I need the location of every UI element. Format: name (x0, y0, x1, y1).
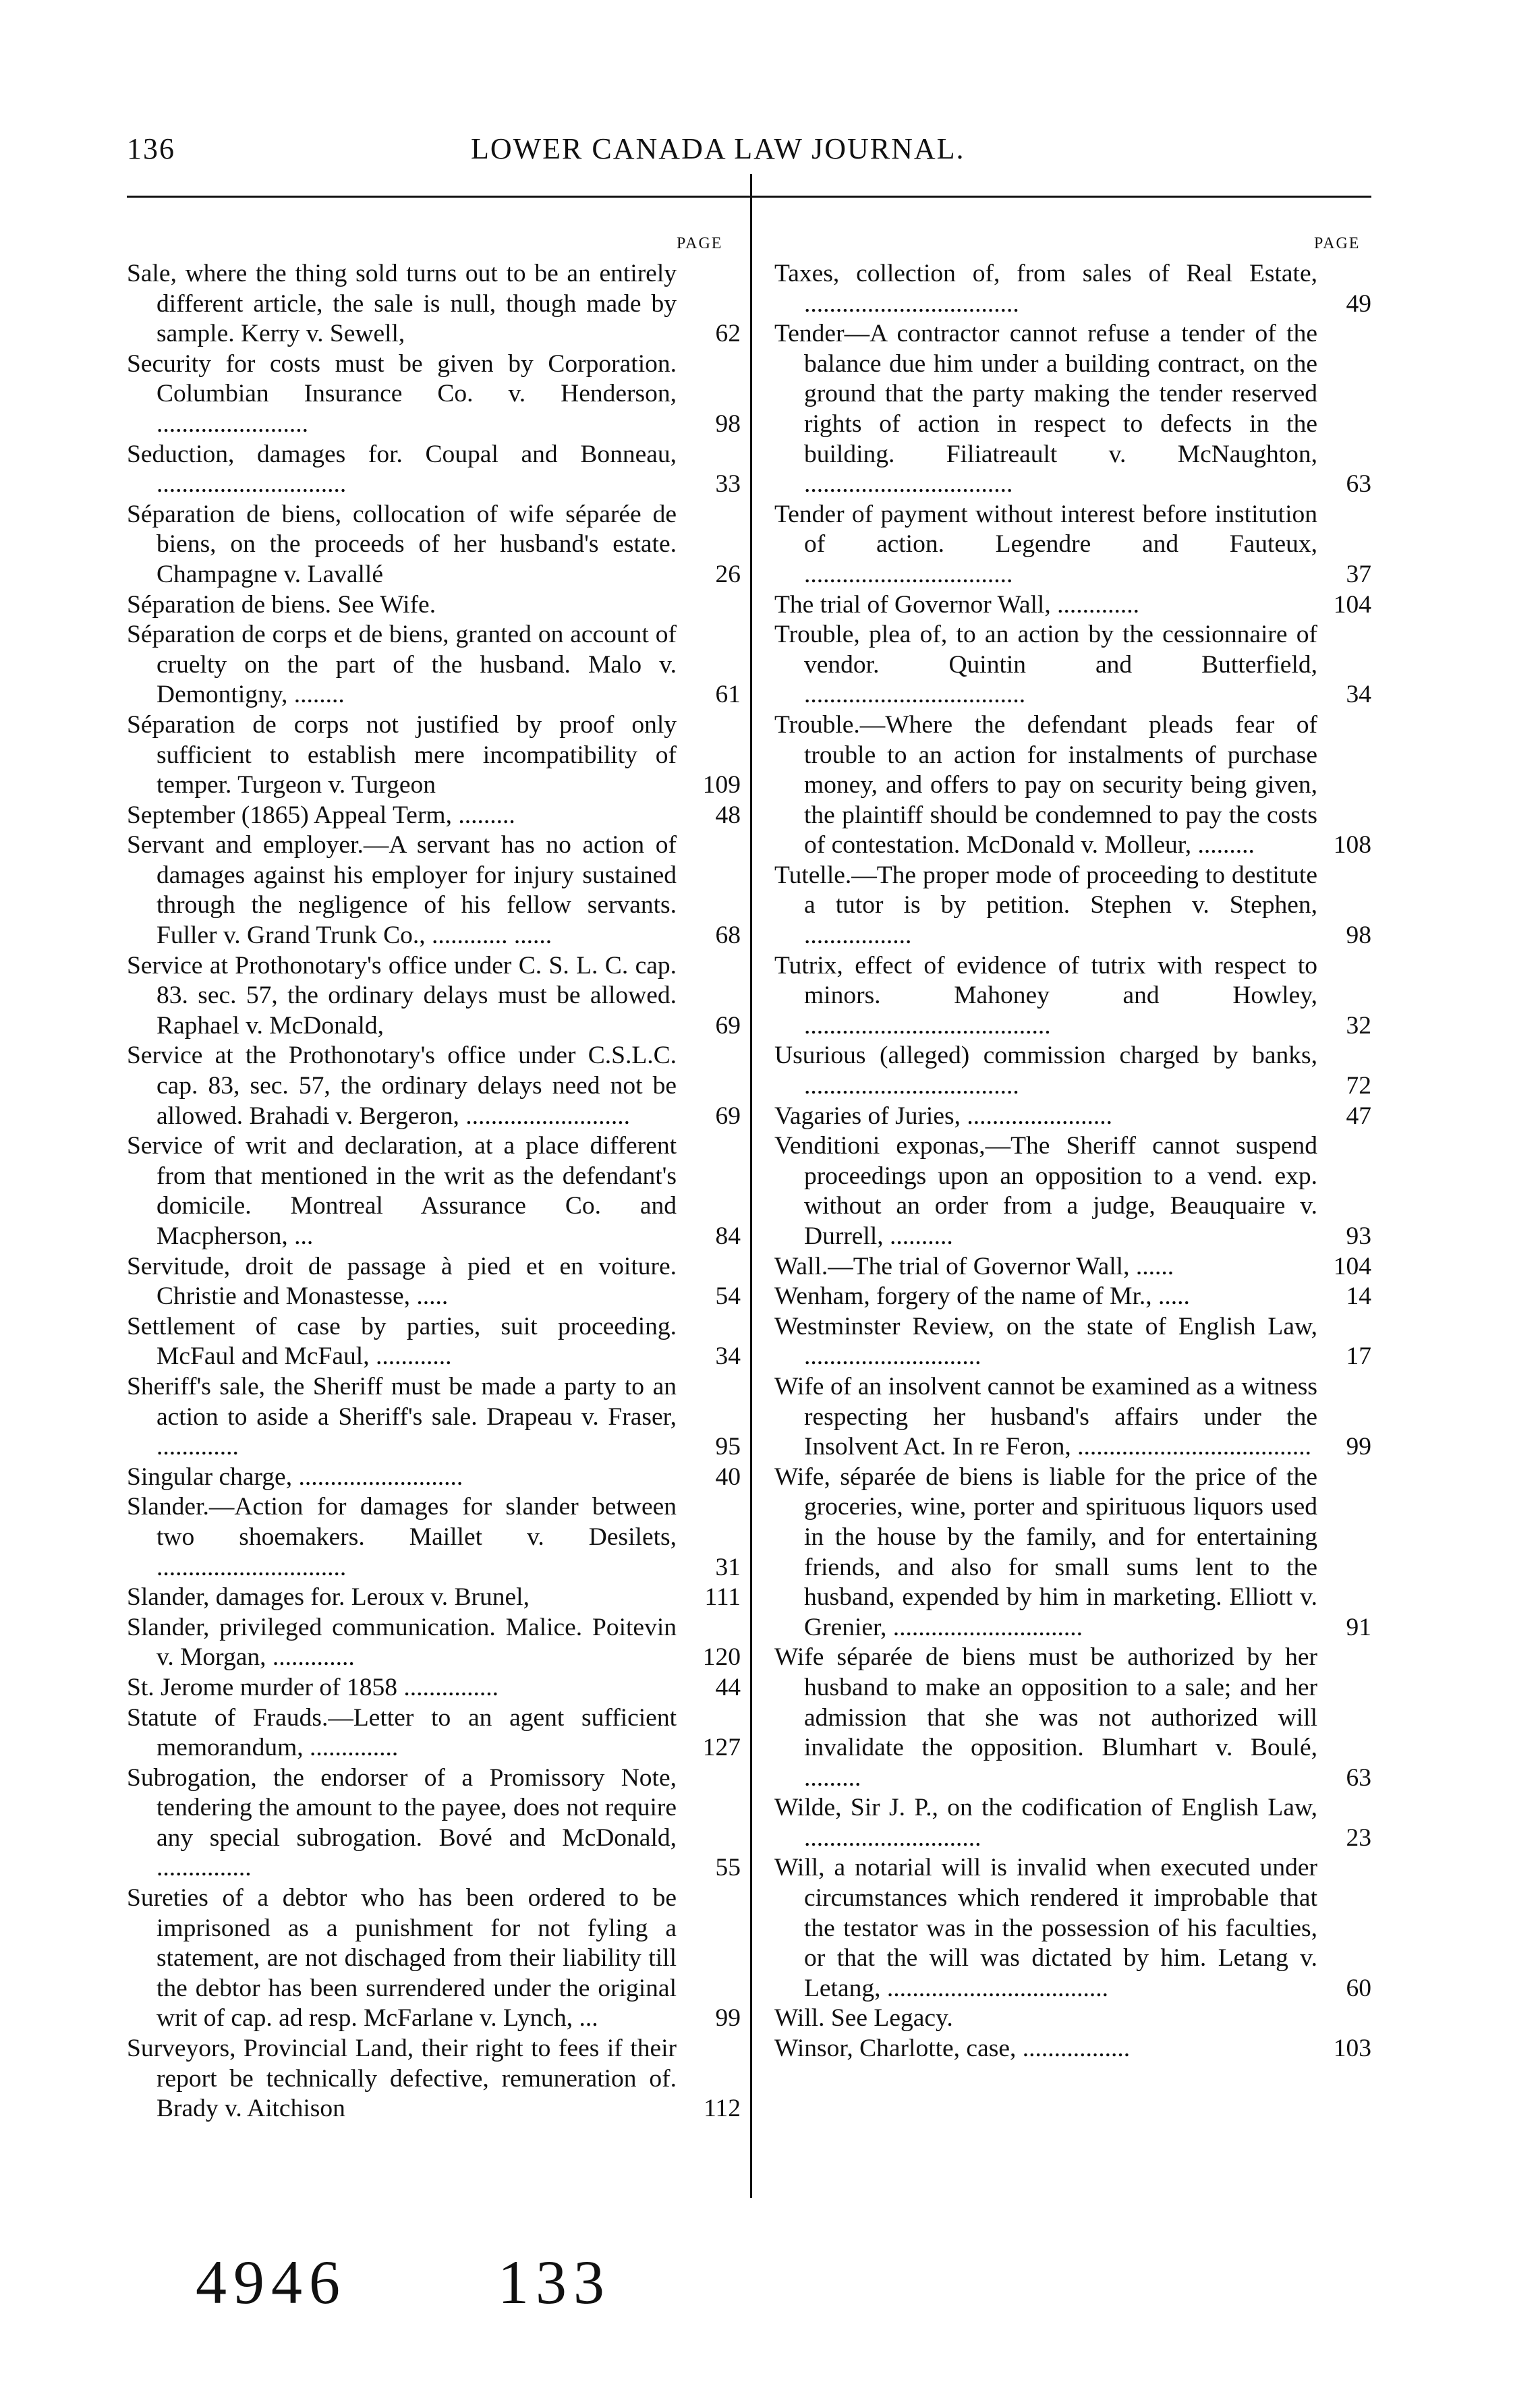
index-entry (127, 440, 741, 500)
index-entry-text: Séparation de biens. See Wife. (127, 590, 436, 619)
index-entry (127, 1673, 741, 1703)
index-entry-text: Singular charge, .......................... (127, 1463, 463, 1491)
index-entry-page: 49 (1346, 289, 1371, 318)
index-entry (127, 1252, 741, 1312)
index-entry-text: Settlement of case by parties, suit proceeding. McFaul and McFaul, ............ (127, 1312, 677, 1371)
index-entry-page: 62 (715, 320, 741, 348)
index-entry-text: St. Jerome murder of 1858 ............... (127, 1673, 498, 1701)
index-entry-text: Sale, where the thing sold turns out to be an entirely different article, the sale is null, though made by sample. Kerry v. Sewell, (127, 260, 677, 348)
index-entry (774, 319, 1371, 500)
footer-number-right: 133 (498, 2248, 611, 2317)
index-entry-text: Séparation de biens, collocation of wife séparée de biens, on the proceeds of her husband's estate. Champagne v. Lavallé (127, 500, 677, 588)
index-entry (127, 1312, 741, 1372)
index-entry (774, 1793, 1371, 1853)
index-entry (127, 830, 741, 951)
page-column-label-right: PAGE (1314, 235, 1361, 252)
index-entry-page: 40 (715, 1463, 741, 1491)
index-entry (127, 1613, 741, 1673)
index-entry-page: 69 (715, 1011, 741, 1040)
index-entry (127, 259, 741, 349)
index-entry-text: Westminster Review, on the state of English Law, ............................ (774, 1312, 1317, 1371)
index-entry (127, 1583, 741, 1613)
index-entry-text: Tender of payment without interest before institution of action. Legendre and Fauteux, ................................. (774, 500, 1317, 588)
index-entry-page: 99 (1346, 1433, 1371, 1461)
index-entry-page: 32 (1346, 1011, 1371, 1040)
index-entry-page: 37 (1346, 560, 1371, 588)
index-entry (774, 259, 1371, 319)
index-entry (774, 1102, 1371, 1132)
index-entry-page: 60 (1346, 1974, 1371, 2002)
index-entry (774, 620, 1371, 710)
index-entry-page: 98 (1346, 921, 1371, 950)
index-entry (774, 500, 1371, 590)
index-entry-text: Venditioni exponas,—The Sheriff cannot suspend proceedings upon an opposition to a vend. exp. without an order from a judge, Beauquaire v. Durrell, .......... (774, 1132, 1317, 1250)
index-entry (127, 1131, 741, 1251)
index-entry (774, 710, 1371, 861)
index-entry-text: Vagaries of Juries, ....................... (774, 1102, 1112, 1130)
index-entry-text: Séparation de corps et de biens, granted on account of cruelty on the part of the husband. Malo v. Demontigny, ........ (127, 621, 677, 709)
index-entry-text: Subrogation, the endorser of a Promissory Note, tendering the amount to the payee, does not require any special subrogation. Bové and McDonald, ............... (127, 1763, 677, 1882)
index-entry-text: Séparation de corps not justified by proof only sufficient to establish mere incompatibility of temper. Turgeon v. Turgeon (127, 710, 677, 799)
index-entry-page: 99 (715, 2004, 741, 2033)
index-entry (127, 1703, 741, 1763)
index-entry-text: Wife séparée de biens must be authorized by her husband to make an opposition to a sale; and her admission that she was not authorized will invalidate the opposition. Blumhart v. Boulé, ......... (774, 1643, 1317, 1792)
index-entry-page: 26 (715, 560, 741, 588)
index-entry (774, 1643, 1371, 1793)
index-entry-page: 112 (704, 2095, 741, 2123)
index-entry-page: 103 (1333, 2035, 1371, 2063)
running-header (127, 132, 1375, 172)
index-entry-text: Trouble, plea of, to an action by the cessionnaire of vendor. Quintin and Butterfield, ................................... (774, 621, 1317, 709)
page-number: 136 (127, 132, 175, 165)
index-entry-page: 31 (715, 1553, 741, 1581)
right-index-entries (774, 259, 1371, 2064)
index-entry-page: 111 (704, 1583, 741, 1612)
header-rule (127, 196, 1371, 198)
index-entry-text: Tutelle.—The proper mode of proceeding to destitute a tutor is by petition. Stephen v. Stephen, ................. (774, 861, 1317, 950)
index-entry-text: Surveyors, Provincial Land, their right to fees if their report be technically defective, remuneration of. Brady v. Aitchison (127, 2035, 677, 2123)
index-entry (774, 1131, 1371, 1251)
index-entry-text: Service at Prothonotary's office under C. S. L. C. cap. 83. sec. 57, the ordinary delays must be allowed. Raphael v. McDonald, (127, 951, 677, 1040)
index-entry-page: 95 (715, 1433, 741, 1461)
index-entry-text: Service at the Prothonotary's office under C.S.L.C. cap. 83, sec. 57, the ordinary delays need not be allowed. Brahadi v. Bergeron, .......................... (127, 1042, 677, 1130)
index-entry-text: Wall.—The trial of Governor Wall, ...... (774, 1252, 1174, 1280)
index-entry-text: Wilde, Sir J. P., on the codification of English Law, ............................ (774, 1794, 1317, 1852)
index-entry (774, 1372, 1371, 1463)
index-entry (127, 349, 741, 440)
index-entry-text: Seduction, damages for. Coupal and Bonneau, .............................. (127, 440, 677, 499)
index-entry-page: 91 (1346, 1613, 1371, 1641)
index-entry-text: Slander, damages for. Leroux v. Brunel, (127, 1583, 530, 1612)
index-entry-page: 104 (1333, 1252, 1371, 1280)
index-entry-text: Service of writ and declaration, at a place different from that mentioned in the writ as the defendant's domicile. Montreal Assurance Co. and Macpherson, ... (127, 1132, 677, 1250)
index-entry (127, 710, 741, 801)
index-entry-page: 63 (1346, 470, 1371, 499)
index-entry-page: 48 (715, 801, 741, 829)
index-entry (127, 801, 741, 831)
index-entry-page: 55 (715, 1854, 741, 1882)
index-entry (774, 1312, 1371, 1372)
index-entry-text: Usurious (alleged) commission charged by banks, .................................. (774, 1042, 1317, 1100)
page-column-label-left: PAGE (677, 235, 723, 252)
index-entry-text: Wenham, forgery of the name of Mr., ..... (774, 1282, 1190, 1311)
index-entry (127, 500, 741, 590)
index-entry (774, 1463, 1371, 1643)
index-entry-text: Wife of an insolvent cannot be examined as a witness respecting her husband's affairs under the Insolvent Act. In re Feron, ..................................... (774, 1372, 1317, 1461)
index-entry-text: Taxes, collection of, from sales of Real Estate, .................................. (774, 260, 1317, 318)
index-entry-page: 104 (1333, 590, 1371, 619)
index-entry (774, 590, 1371, 621)
index-entry-text: Servitude, droit de passage à pied et en voiture. Christie and Monastesse, ..... (127, 1252, 677, 1311)
index-entry-text: September (1865) Appeal Term, ......... (127, 801, 515, 829)
index-entry-page: 14 (1346, 1282, 1371, 1311)
index-entry-page: 34 (715, 1342, 741, 1371)
index-entry-text: Slander, privileged communication. Malice. Poitevin v. Morgan, ............. (127, 1613, 677, 1672)
index-entry (127, 1883, 741, 2034)
column-divider (750, 174, 752, 2198)
index-entry-text: Will, a notarial will is invalid when executed under circumstances which rendered it improbable that the testator was in the possession of his faculties, or that the will was dictated by him. Letang v. Letang, ................................... (774, 1854, 1317, 2002)
index-entry-text: Tutrix, effect of evidence of tutrix with respect to minors. Mahoney and Howley, ....................................... (774, 951, 1317, 1040)
footer-number-left: 4946 (196, 2248, 347, 2317)
index-entry-page: 44 (715, 1673, 741, 1701)
index-entry (774, 1041, 1371, 1101)
index-entry-page: 109 (702, 771, 741, 799)
index-entry-page: 34 (1346, 681, 1371, 709)
index-entry-text: The trial of Governor Wall, ............. (774, 590, 1139, 619)
index-entry-page: 54 (715, 1282, 741, 1311)
index-entry-page: 33 (715, 470, 741, 499)
index-entry (774, 861, 1371, 951)
index-entry (774, 1252, 1371, 1282)
index-entry (127, 1041, 741, 1131)
index-entry (774, 2004, 1371, 2034)
index-entry (127, 620, 741, 710)
index-entry-page: 84 (715, 1222, 741, 1250)
index-entry-text: Sureties of a debtor who has been ordered to be imprisoned as a punishment for not fyling a statement, are not dischaged from their liability till the debtor has been surrendered under the original writ of cap. ad resp. McFarlane v. Lynch, ... (127, 1884, 677, 2033)
index-entry-text: Sheriff's sale, the Sheriff must be made a party to an action to aside a Sheriff's sale. Drapeau v. Fraser, ............. (127, 1372, 677, 1461)
index-entry-page: 108 (1333, 831, 1371, 859)
index-entry-page: 17 (1346, 1342, 1371, 1371)
index-entry (127, 590, 741, 621)
index-entry (774, 1282, 1371, 1312)
index-entry-text: Security for costs must be given by Corporation. Columbian Insurance Co. v. Henderson, ........................ (127, 349, 677, 438)
index-entry-page: 127 (702, 1734, 741, 1762)
index-entry-text: Wife, séparée de biens is liable for the price of the groceries, wine, porter and spirituous liquors used in the house by the family, and for entertaining friends, and also for small sums lent to the husband, expended by him in marketing. Elliott v. Grenier, .............................. (774, 1463, 1317, 1641)
index-entry-page: 120 (702, 1643, 741, 1672)
index-entry-text: Trouble.—Where the defendant pleads fear of trouble to an action for instalments of purchase money, and offers to pay on security being given, the plaintiff should be condemned to pay the costs of contestation. McDonald v. Molleur, ......... (774, 710, 1317, 859)
index-entry (774, 1853, 1371, 2004)
index-entry-page: 68 (715, 921, 741, 950)
index-entry (774, 2034, 1371, 2064)
index-entry-page: 98 (715, 409, 741, 438)
index-entry (127, 1763, 741, 1883)
left-index-entries (127, 259, 741, 2124)
index-entry (127, 1463, 741, 1493)
index-entry (127, 1372, 741, 1463)
index-entry-page: 72 (1346, 1072, 1371, 1100)
index-entry-text: Tender—A contractor cannot refuse a tender of the balance due him under a building contract, on the ground that the party making the tender reserved rights of action in respect to defects in the building. Filiatreault v. McNaughton, ................................. (774, 320, 1317, 499)
index-entry-text: Will. See Legacy. (774, 2004, 953, 2033)
journal-title: LOWER CANADA LAW JOURNAL. (471, 132, 965, 165)
index-entry-page: 47 (1346, 1102, 1371, 1130)
index-entry-page: 63 (1346, 1763, 1371, 1792)
index-entry-text: Slander.—Action for damages for slander between two shoemakers. Maillet v. Desilets, .............................. (127, 1493, 677, 1581)
index-entry (127, 2034, 741, 2124)
index-entry (774, 951, 1371, 1042)
index-entry-text: Winsor, Charlotte, case, ................. (774, 2035, 1131, 2063)
index-entry-text: Servant and employer.—A servant has no action of damages against his employer for injury sustained through the negligence of his fellow servants. Fuller v. Grand Trunk Co., ............ ...... (127, 831, 677, 950)
index-entry (127, 951, 741, 1042)
index-entry (127, 1492, 741, 1583)
index-entry-page: 93 (1346, 1222, 1371, 1250)
index-entry-page: 23 (1346, 1823, 1371, 1852)
index-entry-page: 69 (715, 1102, 741, 1130)
index-entry-text: Statute of Frauds.—Letter to an agent sufficient memorandum, .............. (127, 1703, 677, 1762)
index-entry-page: 61 (715, 681, 741, 709)
